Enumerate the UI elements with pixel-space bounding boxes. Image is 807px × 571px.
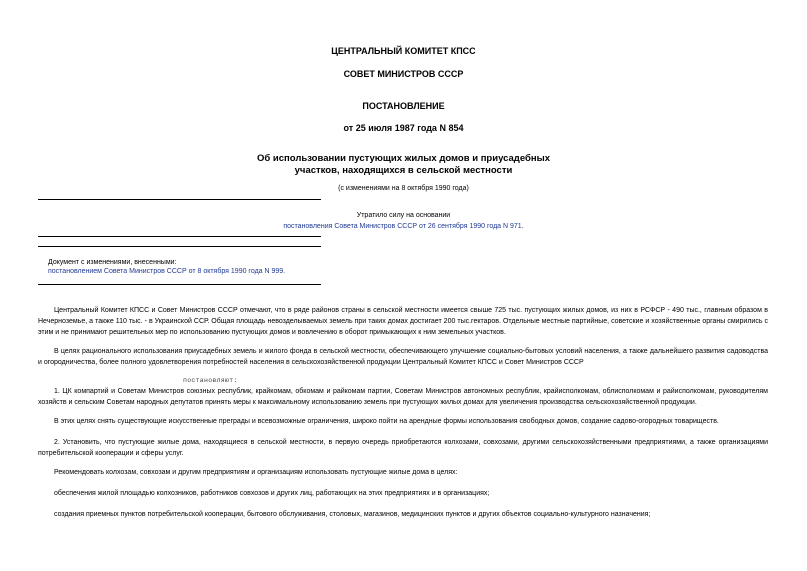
paragraph-item-1: 1. ЦК компартий и Советам Министров союзных республик, крайкомам, обкомам и райкомам партии, Советам Министров автономных республик, крайисполкомам, облисполкомам и райисполкомам, руководителям хозяйств и сельским Советам народных депутатов принять меры к максимальному использованию земель при пустующих жилых домах для увеличения производства сельскохозяйственной продукции. <box>38 388 768 406</box>
changes-link[interactable]: постановлением Совета Министров СССР от 8 октября 1990 года N 999. <box>48 268 286 275</box>
paragraph-intro: Центральный Комитет КПСС и Совет Министров СССР отмечают, что в ряде районов страны в сельской местности имеется свыше 725 тыс. пустующих жилых домов, из них в РСФСР - 490 тыс., главным образом в Нечерноземье, а также 110 тыс. - в Украинской ССР. Общая площадь невозделываемых земель при таких домах достигает 200 тыс.гектаров. Отдельные местные партийные, советские и хозяйственные органы смирились с этим и не принимают решительных мер по использованию пустующих домов и вовлечению в оборот примыкающих к ним земельных участков. <box>38 307 768 336</box>
changes-label: Документ с изменениями, внесенными: <box>48 259 177 266</box>
doc-type: ПОСТАНОВЛЕНИЕ <box>362 101 445 111</box>
header-council: СОВЕТ МИНИСТРОВ СССР <box>343 69 464 79</box>
paragraph-purpose-housing: обеспечения жилой площадью колхозников, работников совхозов и других лиц, работающих на этих предприятиях и в организациях; <box>54 490 490 497</box>
lost-force-text: Утратило силу на основании <box>356 212 451 219</box>
paragraph-purpose: В целях рационального использования приусадебных земель и жилого фонда в сельской местности, обеспечивающего улучшение социально-бытовых условий населения, а также дальнейшего развития садоводства и огородничества, более полного удовлетворения потребностей населения в сельскохозяйственной продукции Центральный Комитет КПСС и Совет Министров СССР <box>38 348 768 366</box>
doc-title-line2: участков, находящихся в сельской местности <box>294 165 513 176</box>
divider <box>38 236 321 237</box>
divider <box>38 199 321 200</box>
header-committee: ЦЕНТРАЛЬНЫЙ КОМИТЕТ КПСС <box>331 46 476 56</box>
paragraph-recommend: Рекомендовать колхозам, совхозам и другим предприятиям и организациям использовать пустующие жилые дома в целях: <box>54 469 458 476</box>
divider <box>38 284 321 285</box>
resolve-word: постановляют: <box>183 377 238 384</box>
lost-force-link[interactable]: постановления Совета Министров СССР от 26 сентября 1990 года N 971. <box>283 223 524 230</box>
doc-date: от 25 июля 1987 года N 854 <box>343 123 464 133</box>
doc-title-line1: Об использовании пустующих жилых домов и приусадебных <box>257 153 550 164</box>
paragraph-item-1-detail: В этих целях снять существующие искусственные преграды и всевозможные ограничения, широко пойти на арендные формы использования свободных домов, создание садово-огородных товариществ. <box>54 418 719 425</box>
paragraph-item-2: 2. Установить, что пустующие жилые дома, находящиеся в сельской местности, в первую очередь приобретаются колхозами, совхозами, другими сельскохозяйственными предприятиями, а также организациями потребительской кооперации и сферы услуг. <box>38 439 768 457</box>
divider <box>38 246 321 247</box>
amend-note: (с изменениями на 8 октября 1990 года) <box>338 185 469 192</box>
paragraph-purpose-services: создания приемных пунктов потребительской кооперации, бытового обслуживания, столовых, магазинов, медицинских пунктов и других объектов социально-культурного назначения; <box>54 511 651 518</box>
